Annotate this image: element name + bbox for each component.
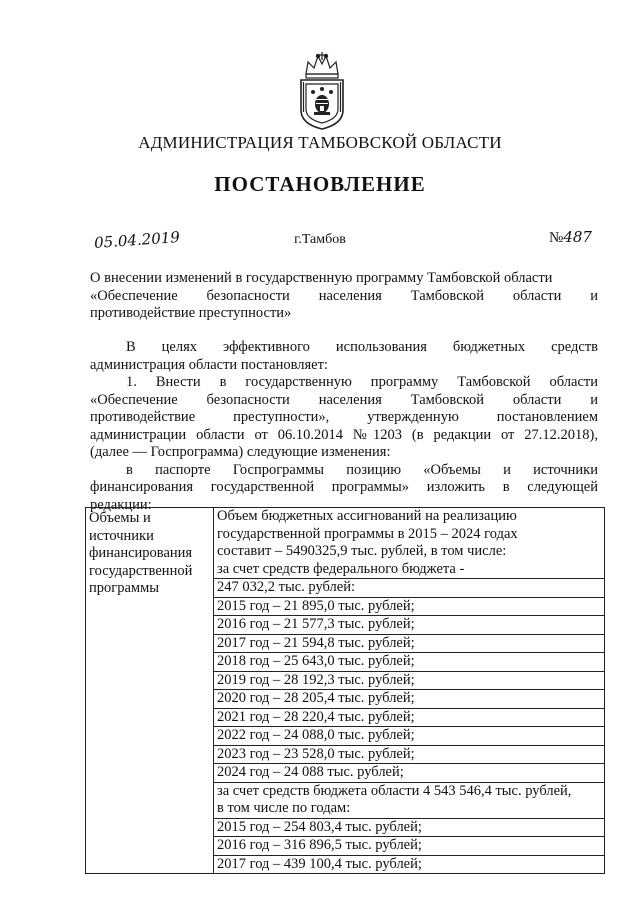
body-line: «Обеспечение безопасности населения Тамбовской области и xyxy=(90,391,598,408)
body-line: администрация области постановляет: xyxy=(90,356,328,373)
passport-value-line: в том числе по годам: xyxy=(214,800,604,819)
coat-of-arms-icon xyxy=(298,52,346,130)
passport-value-line: 2017 год – 439 100,4 тыс. рублей; xyxy=(217,855,422,872)
passport-value-line: за счет средств бюджета области 4 543 546,4 тыс. рублей, xyxy=(217,782,572,799)
body-line: финансирования государственной программы» изложить в следующей xyxy=(90,479,598,495)
passport-label-cell xyxy=(86,508,214,874)
passport-label-line: программы xyxy=(89,580,159,596)
passport-value-line: 2015 год – 254 803,4 тыс. рублей; xyxy=(214,819,604,838)
passport-value-line: 2015 год – 21 895,0 тыс. рублей; xyxy=(214,598,604,617)
passport-value-line: 2024 год – 24 088 тыс. рублей; xyxy=(214,764,604,783)
document-city: г.Тамбов xyxy=(294,232,346,247)
passport-value-line: 2016 год – 21 577,3 тыс. рублей; xyxy=(214,616,604,635)
passport-value-line: 2020 год – 28 205,4 тыс. рублей; xyxy=(214,690,604,709)
body-line: администрации области от 06.10.2014 №1203 (в редакции от 27.12.2018), xyxy=(90,426,598,443)
passport-value-line: 2016 год – 316 896,5 тыс. рублей; xyxy=(214,837,604,856)
body-line: 1. Внести в государственную программу Тамбовской области xyxy=(126,374,598,390)
body-line: В целях эффективного использования бюджетных средств xyxy=(126,339,598,355)
table-row xyxy=(86,508,605,874)
passport-label-line: финансирования xyxy=(89,545,193,561)
number-value: 487 xyxy=(563,228,592,246)
passport-value-line: за счет средств федерального бюджета - xyxy=(214,561,604,580)
body-line: противодействие преступности», утвержденную постановлением xyxy=(90,409,598,425)
passport-label-line: государственной xyxy=(89,562,193,579)
subject-line: О внесении изменений в государственную программу Тамбовской области xyxy=(90,270,553,286)
passport-value-line: 2019 год – 28 192,3 тыс. рублей; xyxy=(214,672,604,691)
body-line: (далее — Госпрограмма) следующие изменения: xyxy=(90,444,391,460)
passport-value-line: государственной программы в 2015 – 2024 годах xyxy=(217,525,518,542)
passport-value-line: 2022 год – 24 088,0 тыс. рублей; xyxy=(214,727,604,746)
document-body xyxy=(90,339,598,514)
passport-label-line: Объемы и xyxy=(89,510,151,526)
passport-value-cell xyxy=(214,508,605,874)
document-date: 05.04.2019 xyxy=(93,228,181,252)
body-line: в паспорте Госпрограммы позицию «Объемы и источники xyxy=(126,461,598,478)
passport-value-line: Объем бюджетных ассигнований на реализацию xyxy=(217,508,517,524)
document-type-title: ПОСТАНОВЛЕНИЕ xyxy=(214,172,426,196)
subject-line: противодействие преступности» xyxy=(90,305,292,321)
passport-value-line: 247 032,2 тыс. рублей: xyxy=(214,579,604,598)
document-number xyxy=(549,228,592,247)
passport-value-line: 2017 год – 21 594,8 тыс. рублей; xyxy=(214,635,604,654)
passport-value-line: 2018 год – 25 643,0 тыс. рублей; xyxy=(214,653,604,672)
passport-table xyxy=(85,507,605,874)
passport-label-line: источники xyxy=(89,527,154,544)
document-subject xyxy=(90,270,598,323)
passport-value-line: составит – 5490325,9 тыс. рублей, в том числе: xyxy=(217,543,507,559)
organization-name: АДМИНИСТРАЦИЯ ТАМБОВСКОЙ ОБЛАСТИ xyxy=(138,133,502,152)
body-line: редакции: xyxy=(90,496,152,513)
passport-value-line: 2021 год – 28 220,4 тыс. рублей; xyxy=(214,709,604,728)
subject-line: «Обеспечение безопасности населения Тамбовской области и xyxy=(90,287,598,304)
passport-value-line: 2023 год – 23 528,0 тыс. рублей; xyxy=(214,746,604,765)
number-sign: № xyxy=(549,230,564,246)
